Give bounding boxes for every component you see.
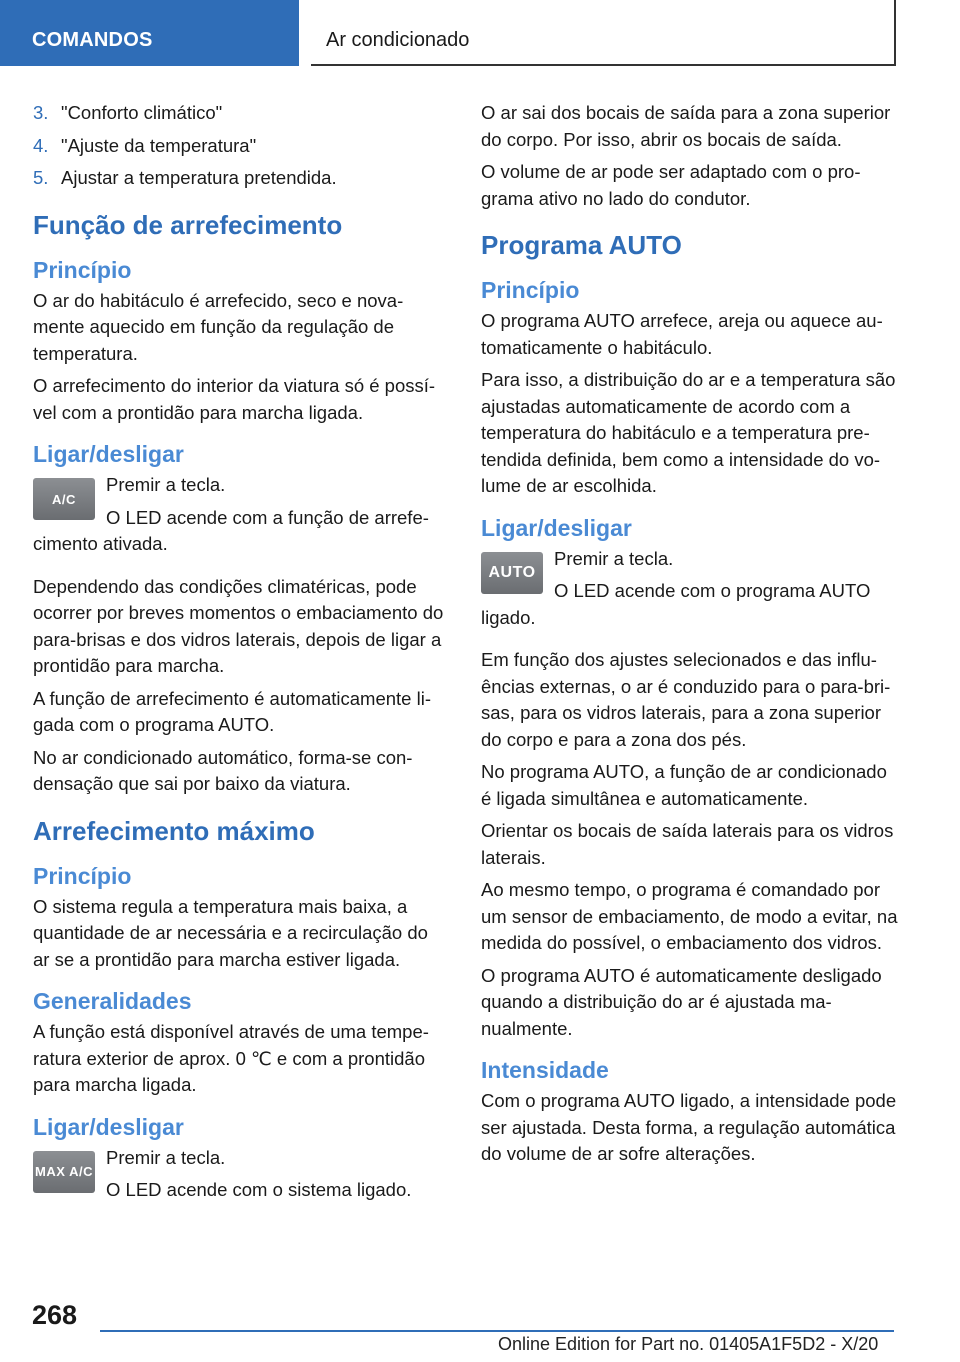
subheading-principle: Princípio [33,862,132,889]
paragraph: O LED acende com o sistema ligado. [106,1179,412,1200]
max-ac-button-block [33,1145,448,1210]
list-item: 3. "Conforto climático" [33,102,223,123]
paragraph: Em função dos ajustes selecionados e das influências externas, o ar é conduzido para o para-brisas, para os vidros laterais, para a zona superior do corpo e para a zona dos pés. [481,649,891,750]
paragraph: O LED acende com o programa AUTO ligado. [481,580,871,628]
header-chapter-box [311,0,896,66]
heading-max-cooling: Arrefecimento máximo [33,815,315,846]
auto-button-icon: AUTO [481,552,543,594]
subheading-principle: Princípio [33,256,132,283]
auto-button-block [481,546,899,638]
paragraph: Com o programa AUTO ligado, a intensidade pode ser ajustada. Desta forma, a regulação automática do volume de ar sofre alterações. [481,1090,897,1164]
paragraph: O ar do habitáculo é arrefecido, seco e novamente aquecido em função da regulação de temperatura. [33,289,404,364]
paragraph: Dependendo das condições climatéricas, pode ocorrer por breves momentos o embaciamento do para-brisas e dos vidros laterais, depois de ligar a prontidão para marcha. [33,575,444,676]
paragraph: O sistema regula a temperatura mais baixa, a quantidade de ar necessária e a recirculação do ar se a prontidão para marcha estiver ligada. [33,895,428,970]
subheading-onoff: Ligar/desligar [481,514,632,541]
paragraph: O programa AUTO arrefece, areja ou aquece automaticamente o habitáculo. [481,310,883,358]
header-section-tab [0,0,299,66]
paragraph: A função de arrefecimento é automaticamente ligada com o programa AUTO. [33,687,431,735]
paragraph: No programa AUTO, a função de ar condicionado é ligada simultânea e automaticamente. [481,761,887,809]
paragraph: O LED acende com a função de arrefecimento ativada. [33,506,429,554]
page-number: 268 [32,1300,78,1330]
right-column [481,100,899,1174]
heading-cooling: Função de arrefecimento [33,209,343,240]
paragraph: No ar condicionado automático, forma-se condensação que sai por baixo da viatura. [33,746,413,794]
paragraph: Para isso, a distribuição do ar e a temperatura são ajustadas automaticamente de acordo com a temperatura do habitáculo e a temperatura pretendida definida, bem como a intensidade do volume de ar escolhida. [481,369,896,496]
subheading-general: Generalidades [33,988,192,1014]
paragraph: O programa AUTO é automaticamente desligado quando a distribuição do ar é ajustada manualmente. [481,964,882,1039]
paragraph: O arrefecimento do interior da viatura só é possível com a prontidão para marcha ligada. [33,375,436,423]
paragraph: Premir a tecla. [106,474,226,495]
ac-button-icon: A/C [33,478,95,520]
max-ac-button-icon: MAX A/C [33,1151,95,1193]
paragraph: Orientar os bocais de saída laterais para os vidros laterais. [481,820,894,868]
heading-auto-program: Programa AUTO [481,230,682,260]
steps-list [33,100,448,192]
list-item: 5. Ajustar a temperatura pretendida. [33,167,337,188]
ac-button-block [33,472,448,564]
paragraph: A função está disponível através de uma temperatura exterior de aprox. 0 ℃ e com a prontidão para marcha ligada. [33,1021,429,1095]
list-item: 4. "Ajuste da temperatura" [33,134,257,156]
paragraph: O ar sai dos bocais de saída para a zona superior do corpo. Por isso, abrir os bocais de saída. [481,102,891,150]
footer-edition: Online Edition for Part no. 01405A1F5D2 - X/20 [498,1334,879,1354]
paragraph: Ao mesmo tempo, o programa é comandado por um sensor de embaciamento, de modo a evitar, na medida do possível, o embaciamento dos vidros. [481,879,898,953]
footer-divider [100,1330,894,1332]
paragraph: O volume de ar pode ser adaptado com o programa ativo no lado do condutor. [481,161,861,209]
paragraph: Premir a tecla. [106,1146,226,1168]
header-section-label: COMANDOS [32,29,153,51]
subheading-onoff: Ligar/desligar [33,1113,184,1140]
subheading-intensity: Intensidade [481,1057,609,1083]
left-column [33,100,448,1210]
subheading-principle: Princípio [481,277,580,303]
paragraph: Premir a tecla. [554,547,674,569]
subheading-onoff: Ligar/desligar [33,441,184,467]
header-chapter-label: Ar condicionado [326,29,470,51]
